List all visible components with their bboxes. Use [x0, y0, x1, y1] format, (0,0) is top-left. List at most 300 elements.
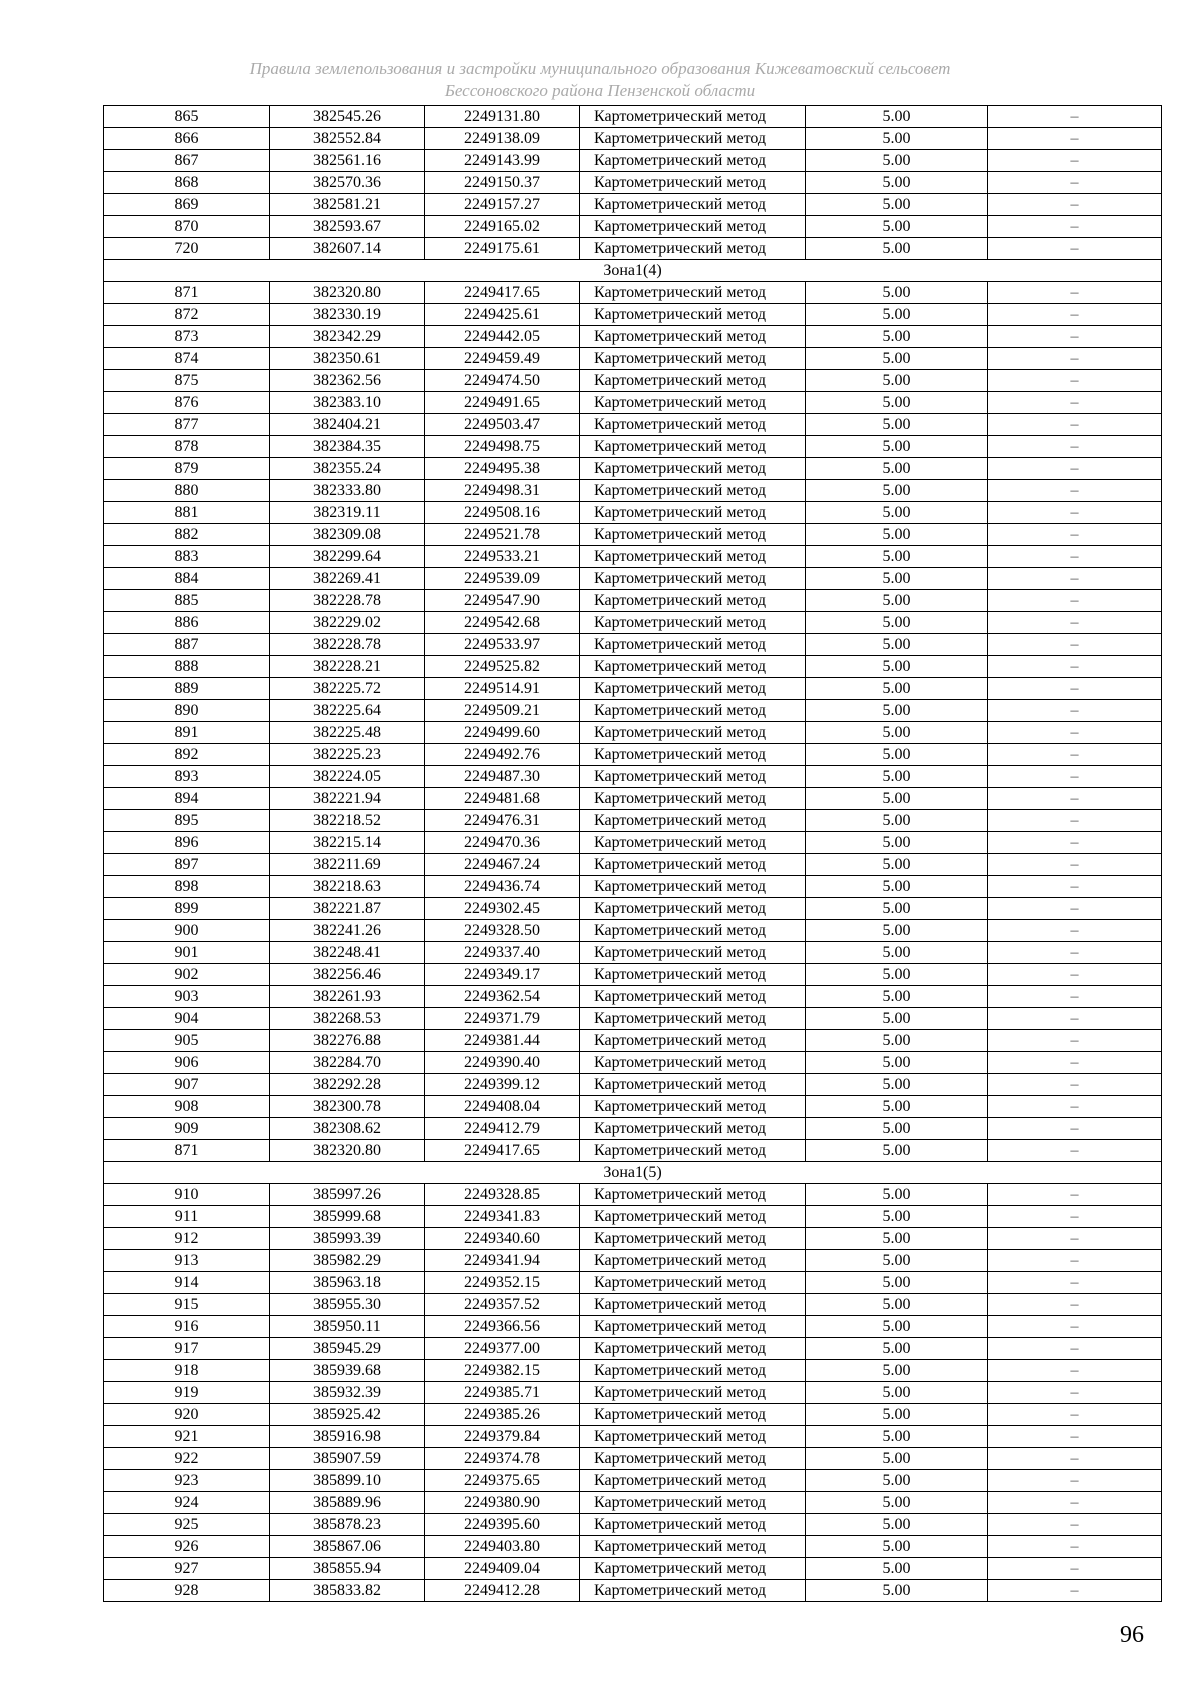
- note-cell: –: [988, 876, 1162, 898]
- table-row: [104, 1206, 1162, 1228]
- y-coordinate-cell: 2249375.65: [425, 1470, 580, 1492]
- x-coordinate-cell: 385939.68: [270, 1360, 425, 1382]
- method-cell: Картометрический метод: [580, 1426, 806, 1448]
- accuracy-cell: 5.00: [806, 1140, 988, 1162]
- note-cell: –: [988, 766, 1162, 788]
- table-row: [104, 1272, 1162, 1294]
- point-number-cell: 907: [104, 1074, 270, 1096]
- accuracy-cell: 5.00: [806, 612, 988, 634]
- accuracy-cell: 5.00: [806, 1360, 988, 1382]
- note-cell: –: [988, 942, 1162, 964]
- y-coordinate-cell: 2249533.97: [425, 634, 580, 656]
- y-coordinate-cell: 2249385.71: [425, 1382, 580, 1404]
- method-cell: Картометрический метод: [580, 942, 806, 964]
- table-row: [104, 1030, 1162, 1052]
- y-coordinate-cell: 2249539.09: [425, 568, 580, 590]
- method-cell: Картометрический метод: [580, 150, 806, 172]
- note-cell: –: [988, 172, 1162, 194]
- x-coordinate-cell: 382607.14: [270, 238, 425, 260]
- x-coordinate-cell: 382320.80: [270, 1140, 425, 1162]
- x-coordinate-cell: 382215.14: [270, 832, 425, 854]
- coordinates-table: [103, 105, 1162, 1602]
- point-number-cell: 888: [104, 656, 270, 678]
- y-coordinate-cell: 2249459.49: [425, 348, 580, 370]
- table-row: [104, 1008, 1162, 1030]
- method-cell: Картометрический метод: [580, 326, 806, 348]
- y-coordinate-cell: 2249474.50: [425, 370, 580, 392]
- y-coordinate-cell: 2249467.24: [425, 854, 580, 876]
- point-number-cell: 891: [104, 722, 270, 744]
- note-cell: –: [988, 150, 1162, 172]
- x-coordinate-cell: 382308.62: [270, 1118, 425, 1140]
- point-number-cell: 878: [104, 436, 270, 458]
- point-number-cell: 866: [104, 128, 270, 150]
- point-number-cell: 867: [104, 150, 270, 172]
- note-cell: –: [988, 964, 1162, 986]
- x-coordinate-cell: 382350.61: [270, 348, 425, 370]
- method-cell: Картометрический метод: [580, 458, 806, 480]
- point-number-cell: 911: [104, 1206, 270, 1228]
- x-coordinate-cell: 382300.78: [270, 1096, 425, 1118]
- method-cell: Картометрический метод: [580, 1558, 806, 1580]
- note-cell: –: [988, 1206, 1162, 1228]
- note-cell: –: [988, 326, 1162, 348]
- x-coordinate-cell: 382561.16: [270, 150, 425, 172]
- point-number-cell: 874: [104, 348, 270, 370]
- accuracy-cell: 5.00: [806, 1382, 988, 1404]
- method-cell: Картометрический метод: [580, 766, 806, 788]
- method-cell: Картометрический метод: [580, 348, 806, 370]
- method-cell: Картометрический метод: [580, 172, 806, 194]
- table-row: [104, 414, 1162, 436]
- note-cell: –: [988, 1360, 1162, 1382]
- table-row: [104, 1558, 1162, 1580]
- point-number-cell: 870: [104, 216, 270, 238]
- y-coordinate-cell: 2249409.04: [425, 1558, 580, 1580]
- x-coordinate-cell: 385945.29: [270, 1338, 425, 1360]
- table-row: [104, 1074, 1162, 1096]
- point-number-cell: 925: [104, 1514, 270, 1536]
- note-cell: –: [988, 788, 1162, 810]
- note-cell: –: [988, 524, 1162, 546]
- point-number-cell: 897: [104, 854, 270, 876]
- note-cell: –: [988, 436, 1162, 458]
- accuracy-cell: 5.00: [806, 1250, 988, 1272]
- point-number-cell: 886: [104, 612, 270, 634]
- table-row: [104, 1294, 1162, 1316]
- x-coordinate-cell: 382228.78: [270, 590, 425, 612]
- y-coordinate-cell: 2249366.56: [425, 1316, 580, 1338]
- point-number-cell: 876: [104, 392, 270, 414]
- note-cell: –: [988, 392, 1162, 414]
- table-row: [104, 1580, 1162, 1602]
- method-cell: Картометрический метод: [580, 370, 806, 392]
- x-coordinate-cell: 382355.24: [270, 458, 425, 480]
- x-coordinate-cell: 382570.36: [270, 172, 425, 194]
- table-row: [104, 766, 1162, 788]
- coordinates-table-body: [104, 106, 1162, 1602]
- note-cell: –: [988, 282, 1162, 304]
- y-coordinate-cell: 2249131.80: [425, 106, 580, 128]
- point-number-cell: 922: [104, 1448, 270, 1470]
- x-coordinate-cell: 382309.08: [270, 524, 425, 546]
- note-cell: –: [988, 634, 1162, 656]
- point-number-cell: 871: [104, 1140, 270, 1162]
- x-coordinate-cell: 382593.67: [270, 216, 425, 238]
- note-cell: –: [988, 832, 1162, 854]
- method-cell: Картометрический метод: [580, 106, 806, 128]
- point-number-cell: 877: [104, 414, 270, 436]
- method-cell: Картометрический метод: [580, 392, 806, 414]
- accuracy-cell: 5.00: [806, 678, 988, 700]
- accuracy-cell: 5.00: [806, 1228, 988, 1250]
- accuracy-cell: 5.00: [806, 282, 988, 304]
- x-coordinate-cell: 385878.23: [270, 1514, 425, 1536]
- accuracy-cell: 5.00: [806, 546, 988, 568]
- table-row: [104, 810, 1162, 832]
- x-coordinate-cell: 382276.88: [270, 1030, 425, 1052]
- zone-label: Зона1(5): [104, 1162, 1162, 1184]
- method-cell: Картометрический метод: [580, 1360, 806, 1382]
- accuracy-cell: 5.00: [806, 1052, 988, 1074]
- accuracy-cell: 5.00: [806, 1272, 988, 1294]
- note-cell: –: [988, 854, 1162, 876]
- table-row: [104, 1338, 1162, 1360]
- method-cell: Картометрический метод: [580, 238, 806, 260]
- table-row: [104, 348, 1162, 370]
- table-row: [104, 370, 1162, 392]
- note-cell: –: [988, 370, 1162, 392]
- y-coordinate-cell: 2249487.30: [425, 766, 580, 788]
- method-cell: Картометрический метод: [580, 656, 806, 678]
- y-coordinate-cell: 2249379.84: [425, 1426, 580, 1448]
- method-cell: Картометрический метод: [580, 1008, 806, 1030]
- x-coordinate-cell: 382333.80: [270, 480, 425, 502]
- note-cell: –: [988, 414, 1162, 436]
- method-cell: Картометрический метод: [580, 1536, 806, 1558]
- zone-header-row: [104, 1162, 1162, 1184]
- point-number-cell: 901: [104, 942, 270, 964]
- x-coordinate-cell: 385899.10: [270, 1470, 425, 1492]
- note-cell: –: [988, 502, 1162, 524]
- table-row: [104, 326, 1162, 348]
- accuracy-cell: 5.00: [806, 1426, 988, 1448]
- y-coordinate-cell: 2249352.15: [425, 1272, 580, 1294]
- method-cell: Картометрический метод: [580, 546, 806, 568]
- accuracy-cell: 5.00: [806, 1118, 988, 1140]
- y-coordinate-cell: 2249371.79: [425, 1008, 580, 1030]
- accuracy-cell: 5.00: [806, 700, 988, 722]
- method-cell: Картометрический метод: [580, 1184, 806, 1206]
- note-cell: –: [988, 612, 1162, 634]
- note-cell: –: [988, 744, 1162, 766]
- note-cell: –: [988, 1338, 1162, 1360]
- table-row: [104, 1140, 1162, 1162]
- x-coordinate-cell: 385950.11: [270, 1316, 425, 1338]
- point-number-cell: 868: [104, 172, 270, 194]
- y-coordinate-cell: 2249525.82: [425, 656, 580, 678]
- y-coordinate-cell: 2249508.16: [425, 502, 580, 524]
- note-cell: –: [988, 1118, 1162, 1140]
- point-number-cell: 872: [104, 304, 270, 326]
- note-cell: –: [988, 920, 1162, 942]
- table-row: [104, 964, 1162, 986]
- y-coordinate-cell: 2249425.61: [425, 304, 580, 326]
- point-number-cell: 923: [104, 1470, 270, 1492]
- note-cell: –: [988, 986, 1162, 1008]
- y-coordinate-cell: 2249503.47: [425, 414, 580, 436]
- method-cell: Картометрический метод: [580, 744, 806, 766]
- accuracy-cell: 5.00: [806, 1074, 988, 1096]
- zone-header-row: [104, 260, 1162, 282]
- y-coordinate-cell: 2249412.79: [425, 1118, 580, 1140]
- y-coordinate-cell: 2249403.80: [425, 1536, 580, 1558]
- method-cell: Картометрический метод: [580, 920, 806, 942]
- method-cell: Картометрический метод: [580, 480, 806, 502]
- accuracy-cell: 5.00: [806, 590, 988, 612]
- accuracy-cell: 5.00: [806, 656, 988, 678]
- y-coordinate-cell: 2249341.94: [425, 1250, 580, 1272]
- accuracy-cell: 5.00: [806, 326, 988, 348]
- table-row: [104, 1426, 1162, 1448]
- accuracy-cell: 5.00: [806, 128, 988, 150]
- accuracy-cell: 5.00: [806, 832, 988, 854]
- note-cell: –: [988, 1382, 1162, 1404]
- method-cell: Картометрический метод: [580, 810, 806, 832]
- x-coordinate-cell: 385955.30: [270, 1294, 425, 1316]
- method-cell: Картометрический метод: [580, 876, 806, 898]
- method-cell: Картометрический метод: [580, 1338, 806, 1360]
- accuracy-cell: 5.00: [806, 1206, 988, 1228]
- point-number-cell: 902: [104, 964, 270, 986]
- note-cell: –: [988, 194, 1162, 216]
- point-number-cell: 926: [104, 1536, 270, 1558]
- accuracy-cell: 5.00: [806, 150, 988, 172]
- y-coordinate-cell: 2249150.37: [425, 172, 580, 194]
- accuracy-cell: 5.00: [806, 370, 988, 392]
- y-coordinate-cell: 2249328.50: [425, 920, 580, 942]
- method-cell: Картометрический метод: [580, 1448, 806, 1470]
- table-row: [104, 106, 1162, 128]
- point-number-cell: 898: [104, 876, 270, 898]
- page-number: 96: [1120, 1622, 1144, 1648]
- table-row: [104, 634, 1162, 656]
- point-number-cell: 880: [104, 480, 270, 502]
- accuracy-cell: 5.00: [806, 106, 988, 128]
- y-coordinate-cell: 2249380.90: [425, 1492, 580, 1514]
- x-coordinate-cell: 382268.53: [270, 1008, 425, 1030]
- method-cell: Картометрический метод: [580, 568, 806, 590]
- point-number-cell: 895: [104, 810, 270, 832]
- y-coordinate-cell: 2249492.76: [425, 744, 580, 766]
- accuracy-cell: 5.00: [806, 304, 988, 326]
- point-number-cell: 921: [104, 1426, 270, 1448]
- point-number-cell: 906: [104, 1052, 270, 1074]
- y-coordinate-cell: 2249337.40: [425, 942, 580, 964]
- table-row: [104, 590, 1162, 612]
- point-number-cell: 720: [104, 238, 270, 260]
- method-cell: Картометрический метод: [580, 524, 806, 546]
- point-number-cell: 871: [104, 282, 270, 304]
- method-cell: Картометрический метод: [580, 678, 806, 700]
- y-coordinate-cell: 2249357.52: [425, 1294, 580, 1316]
- accuracy-cell: 5.00: [806, 1030, 988, 1052]
- x-coordinate-cell: 385867.06: [270, 1536, 425, 1558]
- table-row: [104, 920, 1162, 942]
- table-row: [104, 832, 1162, 854]
- accuracy-cell: 5.00: [806, 766, 988, 788]
- accuracy-cell: 5.00: [806, 238, 988, 260]
- method-cell: Картометрический метод: [580, 1404, 806, 1426]
- method-cell: Картометрический метод: [580, 436, 806, 458]
- y-coordinate-cell: 2249349.17: [425, 964, 580, 986]
- note-cell: –: [988, 656, 1162, 678]
- method-cell: Картометрический метод: [580, 1316, 806, 1338]
- x-coordinate-cell: 382269.41: [270, 568, 425, 590]
- x-coordinate-cell: 385982.29: [270, 1250, 425, 1272]
- note-cell: –: [988, 1448, 1162, 1470]
- note-cell: –: [988, 1030, 1162, 1052]
- method-cell: Картометрический метод: [580, 1052, 806, 1074]
- table-row: [104, 1250, 1162, 1272]
- accuracy-cell: 5.00: [806, 1184, 988, 1206]
- accuracy-cell: 5.00: [806, 568, 988, 590]
- note-cell: –: [988, 1008, 1162, 1030]
- table-row: [104, 1404, 1162, 1426]
- accuracy-cell: 5.00: [806, 1008, 988, 1030]
- accuracy-cell: 5.00: [806, 744, 988, 766]
- accuracy-cell: 5.00: [806, 942, 988, 964]
- point-number-cell: 894: [104, 788, 270, 810]
- x-coordinate-cell: 382292.28: [270, 1074, 425, 1096]
- table-row: [104, 568, 1162, 590]
- x-coordinate-cell: 382225.48: [270, 722, 425, 744]
- accuracy-cell: 5.00: [806, 458, 988, 480]
- accuracy-cell: 5.00: [806, 1580, 988, 1602]
- note-cell: –: [988, 1404, 1162, 1426]
- x-coordinate-cell: 382218.52: [270, 810, 425, 832]
- accuracy-cell: 5.00: [806, 898, 988, 920]
- table-row: [104, 722, 1162, 744]
- method-cell: Картометрический метод: [580, 1140, 806, 1162]
- method-cell: Картометрический метод: [580, 1096, 806, 1118]
- zone-label: Зона1(4): [104, 260, 1162, 282]
- table-row: [104, 546, 1162, 568]
- method-cell: Картометрический метод: [580, 1228, 806, 1250]
- table-row: [104, 1316, 1162, 1338]
- note-cell: –: [988, 1426, 1162, 1448]
- x-coordinate-cell: 382211.69: [270, 854, 425, 876]
- method-cell: Картометрический метод: [580, 1294, 806, 1316]
- table-row: [104, 304, 1162, 326]
- table-row: [104, 524, 1162, 546]
- x-coordinate-cell: 382224.05: [270, 766, 425, 788]
- accuracy-cell: 5.00: [806, 480, 988, 502]
- note-cell: –: [988, 106, 1162, 128]
- note-cell: –: [988, 238, 1162, 260]
- method-cell: Картометрический метод: [580, 414, 806, 436]
- table-row: [104, 854, 1162, 876]
- method-cell: Картометрический метод: [580, 634, 806, 656]
- x-coordinate-cell: 382229.02: [270, 612, 425, 634]
- note-cell: –: [988, 1514, 1162, 1536]
- accuracy-cell: 5.00: [806, 414, 988, 436]
- table-row: [104, 128, 1162, 150]
- x-coordinate-cell: 385889.96: [270, 1492, 425, 1514]
- note-cell: –: [988, 678, 1162, 700]
- accuracy-cell: 5.00: [806, 1096, 988, 1118]
- table-row: [104, 282, 1162, 304]
- note-cell: –: [988, 1272, 1162, 1294]
- table-row: [104, 172, 1162, 194]
- y-coordinate-cell: 2249341.83: [425, 1206, 580, 1228]
- table-row: [104, 700, 1162, 722]
- x-coordinate-cell: 385907.59: [270, 1448, 425, 1470]
- method-cell: Картометрический метод: [580, 832, 806, 854]
- table-row: [104, 788, 1162, 810]
- accuracy-cell: 5.00: [806, 348, 988, 370]
- x-coordinate-cell: 382552.84: [270, 128, 425, 150]
- x-coordinate-cell: 382218.63: [270, 876, 425, 898]
- y-coordinate-cell: 2249340.60: [425, 1228, 580, 1250]
- y-coordinate-cell: 2249399.12: [425, 1074, 580, 1096]
- accuracy-cell: 5.00: [806, 986, 988, 1008]
- y-coordinate-cell: 2249362.54: [425, 986, 580, 1008]
- table-row: [104, 1492, 1162, 1514]
- y-coordinate-cell: 2249470.36: [425, 832, 580, 854]
- note-cell: –: [988, 1294, 1162, 1316]
- y-coordinate-cell: 2249377.00: [425, 1338, 580, 1360]
- x-coordinate-cell: 385993.39: [270, 1228, 425, 1250]
- point-number-cell: 899: [104, 898, 270, 920]
- point-number-cell: 919: [104, 1382, 270, 1404]
- y-coordinate-cell: 2249547.90: [425, 590, 580, 612]
- point-number-cell: 908: [104, 1096, 270, 1118]
- table-row: [104, 1536, 1162, 1558]
- y-coordinate-cell: 2249381.44: [425, 1030, 580, 1052]
- note-cell: –: [988, 1250, 1162, 1272]
- accuracy-cell: 5.00: [806, 524, 988, 546]
- point-number-cell: 882: [104, 524, 270, 546]
- point-number-cell: 903: [104, 986, 270, 1008]
- accuracy-cell: 5.00: [806, 502, 988, 524]
- note-cell: –: [988, 722, 1162, 744]
- method-cell: Картометрический метод: [580, 1382, 806, 1404]
- y-coordinate-cell: 2249499.60: [425, 722, 580, 744]
- x-coordinate-cell: 382320.80: [270, 282, 425, 304]
- point-number-cell: 918: [104, 1360, 270, 1382]
- method-cell: Картометрический метод: [580, 1030, 806, 1052]
- page-header: [0, 58, 1200, 102]
- y-coordinate-cell: 2249302.45: [425, 898, 580, 920]
- method-cell: Картометрический метод: [580, 898, 806, 920]
- x-coordinate-cell: 385925.42: [270, 1404, 425, 1426]
- y-coordinate-cell: 2249495.38: [425, 458, 580, 480]
- x-coordinate-cell: 385997.26: [270, 1184, 425, 1206]
- x-coordinate-cell: 382383.10: [270, 392, 425, 414]
- header-line-1: Правила землепользования и застройки муниципального образования Кижеватовский сельсовет: [249, 59, 951, 78]
- point-number-cell: 892: [104, 744, 270, 766]
- y-coordinate-cell: 2249385.26: [425, 1404, 580, 1426]
- table-row: [104, 480, 1162, 502]
- point-number-cell: 879: [104, 458, 270, 480]
- table-row: [104, 436, 1162, 458]
- method-cell: Картометрический метод: [580, 986, 806, 1008]
- note-cell: –: [988, 1096, 1162, 1118]
- table-row: [104, 986, 1162, 1008]
- point-number-cell: 905: [104, 1030, 270, 1052]
- x-coordinate-cell: 385855.94: [270, 1558, 425, 1580]
